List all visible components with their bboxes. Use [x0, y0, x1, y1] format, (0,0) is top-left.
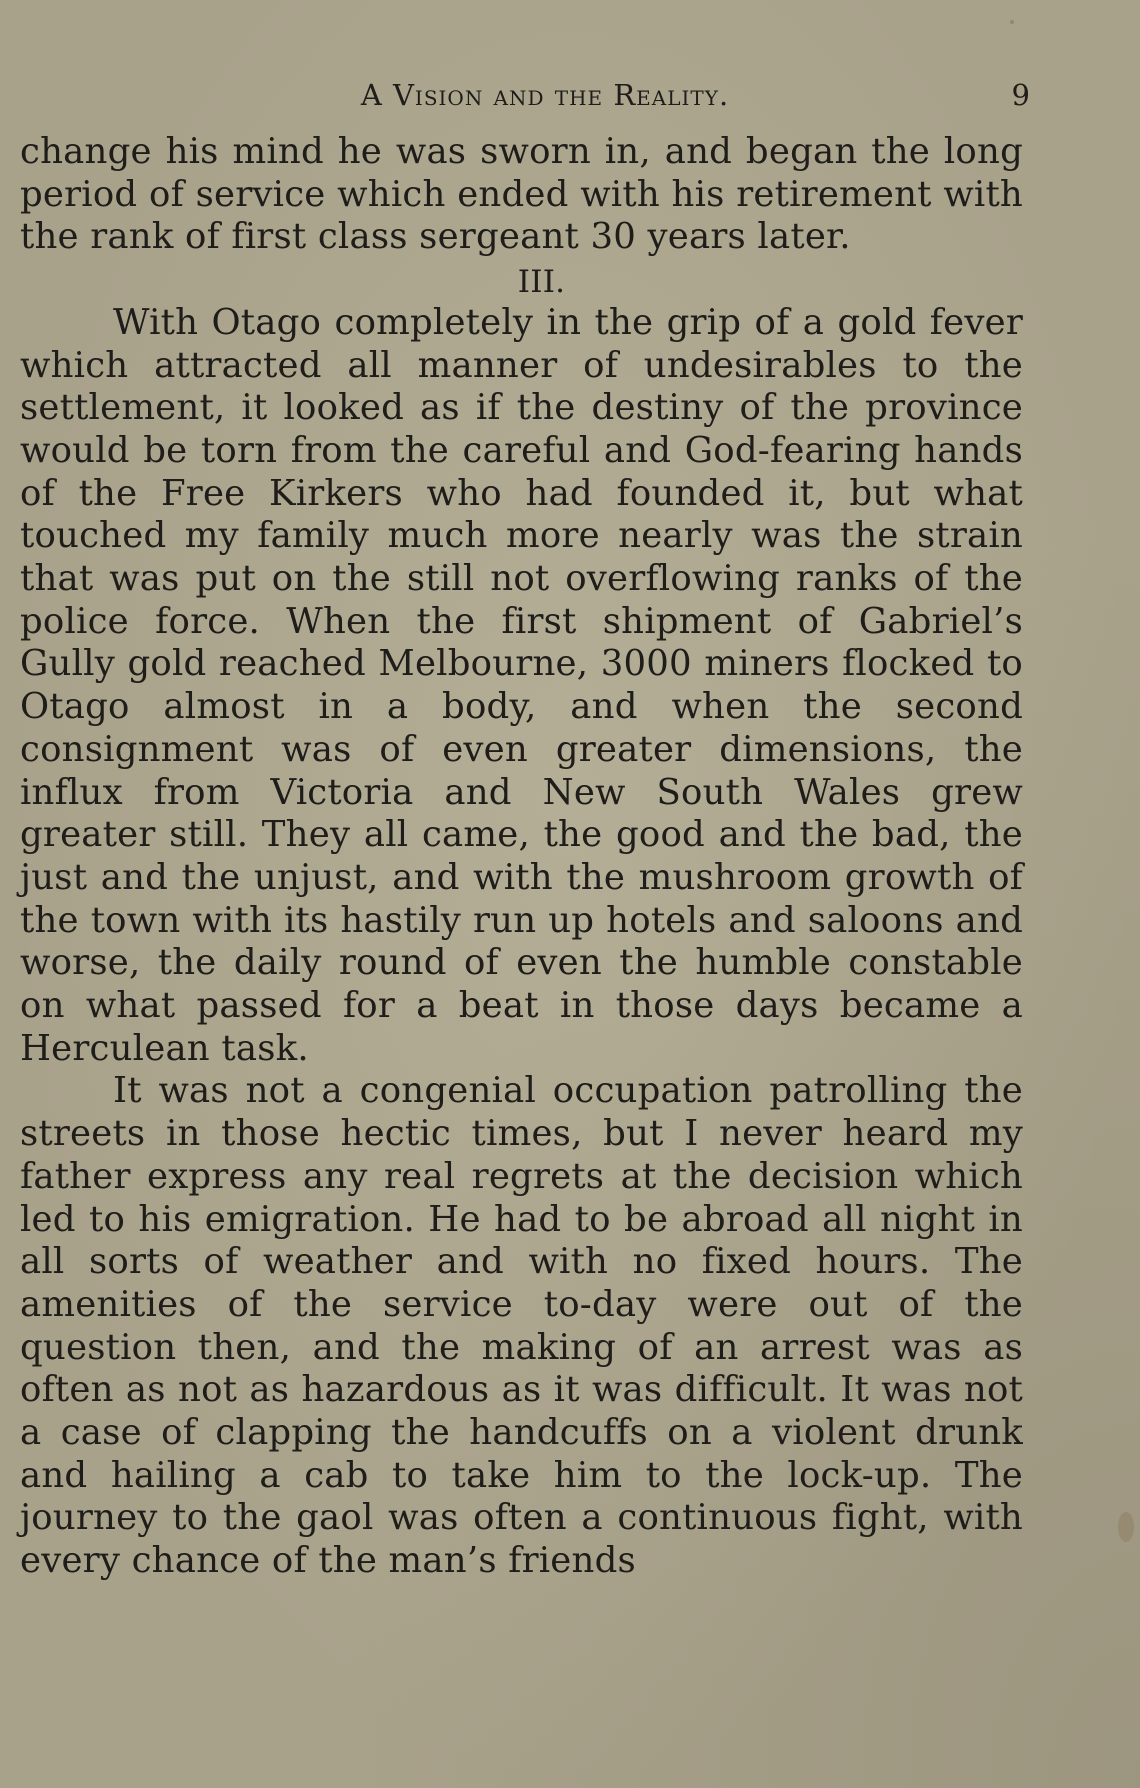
paragraph-continued: change his mind he was sworn in, and began the long period of service which ended with his retirement with the rank of first class sergeant 30 years later.: [20, 131, 1023, 258]
running-title: A Vision and the Reality.: [360, 78, 730, 112]
body-text: [20, 131, 1023, 1583]
paper-speck: [1118, 1512, 1134, 1542]
paper-speck: [1010, 20, 1014, 24]
running-head: [20, 70, 1030, 120]
paragraph: With Otago completely in the grip of a gold fever which attracted all manner of undesirables to the settlement, it looked as if the destiny of the province would be torn from the careful and God-fearing hands of the Free Kirkers who had founded it, but what touched my family much more nearly was the strain that was put on the still not overflowing ranks of the police force. When the first shipment of Gabriel’s Gully gold reached Melbourne, 3000 miners flocked to Otago almost in a body, and when the second consignment was of even greater dimensions, the influx from Victoria and New South Wales grew greater still. They all came, the good and the bad, the just and the unjust, and with the mushroom growth of the town with its hastily run up hotels and saloons and worse, the daily round of even the humble constable on what passed for a beat in those days became a Herculean task.: [20, 301, 1023, 1069]
section-heading: III.: [517, 264, 566, 301]
paragraph: It was not a congenial occupation patrolling the streets in those hectic times, but I never heard my father express any real regrets at the decision which led to his emigration. He had to be abroad all night in all sorts of weather and with no fixed hours. The amenities of the service to-day were out of the question then, and the making of an arrest was as often as not as hazardous as it was difficult. It was not a case of clapping the handcuffs on a violent drunk and hailing a cab to take him to the lock-up. The journey to the gaol was often a continuous fight, with every chance of the man’s friends: [20, 1070, 1023, 1582]
page-number: 9: [1011, 78, 1030, 112]
